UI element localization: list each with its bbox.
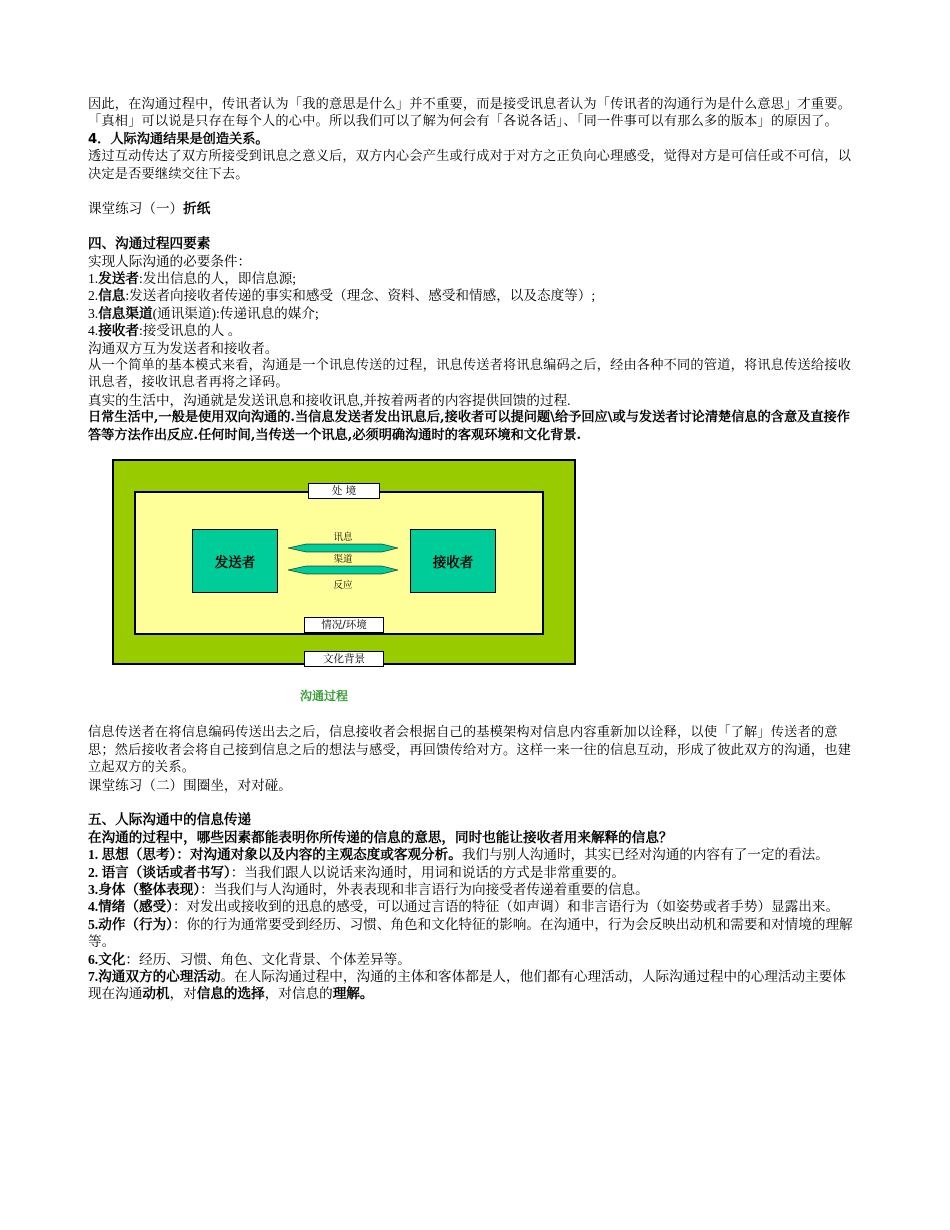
list-item: 2.信息:发送者向接收者传递的事实和感受（理念、资料、感受和情感，以及态度等）;	[88, 288, 596, 304]
section-5-question: 在沟通的过程中，哪些因素都能表明你所传递的信息的意思，同时也能让接收者用来解释的信息？	[88, 829, 673, 845]
list-item: 1. 思想（思考）：对沟通对象以及内容的主观态度或客观分析。我们与别人沟通时，其实已经对沟通的内容有了一定的看法。	[88, 847, 829, 863]
paragraph-mutual: 沟通双方互为发送者和接收者。	[88, 340, 279, 356]
situation-frame	[134, 491, 544, 635]
list-item: 2. 语言（谈话或者书写）：当我们跟人以说话来沟通时，用词和说话的方式是非常重要的。	[88, 864, 625, 880]
culture-tag: 文化背景	[304, 651, 384, 667]
section-4-intro: 实现人际沟通的必要条件：	[88, 253, 252, 269]
list-item: 4.情绪（感受）：对发出或接收到的迅息的感受，可以通过言语的特征（如声调）和非言语行为（如姿势或者手势）显露出来。	[88, 899, 840, 915]
section-4-title: 四、沟通过程四要素	[88, 236, 211, 252]
paragraph-encoding: 信息传送者在将信息编码传送出去之后，信息接收者会根据自己的基模架构对信息内容重新加以诠释，以使「了解」传送者的意思；然后接收者会将自己接到信息之后的想法与感受，再回馈传给对方。这样一来一往的信息互动，形成了彼此双方的沟通，也建立起双方的关系。	[88, 725, 852, 776]
arrows-icon	[286, 563, 400, 577]
paragraph-real-life: 真实的生活中，沟通就是发送讯息和接收讯息,并按着两者的内容提供回馈的过程.	[88, 392, 571, 408]
list-item: 4.接收者:接受讯息的人 。	[88, 323, 242, 339]
diagram-caption: 沟通过程	[300, 689, 349, 704]
exercise-1	[88, 200, 858, 217]
situation-tag: 处 境	[308, 483, 380, 499]
list-item: 7.沟通双方的心理活动。在人际沟通过程中，沟通的主体和客体都是人，他们都有心理活动，人际沟通过程中的心理活动主要体现在沟通动机，对信息的选择，对信息的理解。	[88, 968, 846, 1002]
label-feedback: 反应	[333, 580, 353, 592]
label-message: 讯息	[333, 532, 353, 544]
list-item: 1.发送者:发出信息的人，即信息源;	[88, 271, 297, 287]
paragraph-intro: 因此，在沟通过程中，传讯者认为「我的意思是什么」并不重要，而是接受讯息者认为「传讯者的沟通行为是什么意思」才重要。「真相」可以说是只存在每个人的心中。所以我们可以了解为何会有「各说各话」、「同一件事可以有那么多的版本」的原因了。	[88, 97, 852, 130]
exercise-1-label: 课堂练习（一）	[88, 201, 184, 217]
list-item: 5.动作（行为）：你的行为通常要受到经历、习惯、角色和文化特征的影响。在沟通中，行为会反映出动机和需要和对情境的理解等。	[88, 916, 853, 950]
communication-process-diagram	[88, 459, 858, 724]
document-page	[88, 96, 858, 1003]
environment-tag: 情况/环境	[304, 617, 384, 633]
exercise-2: 课堂练习（二）围圈坐，对对碰。	[88, 777, 292, 793]
exercise-1-bold: 折纸	[183, 201, 211, 217]
paragraph-relationship: 透过互动传达了双方所接受到讯息之意义后，双方内心会产生或行成对于对方之正负向心理感受，觉得对方是可信任或不可信，以决定是否要继续交往下去。	[88, 149, 852, 182]
paragraph-two-way: 日常生活中,一般是使用双向沟通的.当信息发送者发出讯息后,接收者可以提问题\给予回应\或与发送者讨论清楚信息的含意及直接作答等方法作出反应.任何时间,当传送一个讯息,必须明确沟通时的客观环境和文化背景.	[88, 410, 850, 444]
paragraph-model: 从一个简单的基本模式来看，沟通是一个讯息传送的过程，讯息传送者将讯息编码之后，经由各种不同的管道，将讯息传送给接收讯息者，接收讯息者再将之译码。	[88, 358, 852, 391]
heading-point-4: 4．人际沟通结果是创造关系。	[88, 131, 269, 147]
label-channel: 渠道	[333, 554, 353, 566]
list-item: 3.信息渠道(通讯渠道):传递讯息的媒介;	[88, 305, 319, 321]
section-5-title: 五、人际沟通中的信息传递	[88, 812, 252, 828]
list-item: 6.文化：经历、习惯、角色、文化背景、个体差异等。	[88, 951, 411, 967]
receiver-box: 接收者	[410, 529, 496, 593]
sender-box: 发送者	[192, 529, 278, 593]
list-item: 3.身体（整体表现）：当我们与人沟通时，外表表现和非言语行为向接受者传递着重要的信息。	[88, 881, 649, 897]
